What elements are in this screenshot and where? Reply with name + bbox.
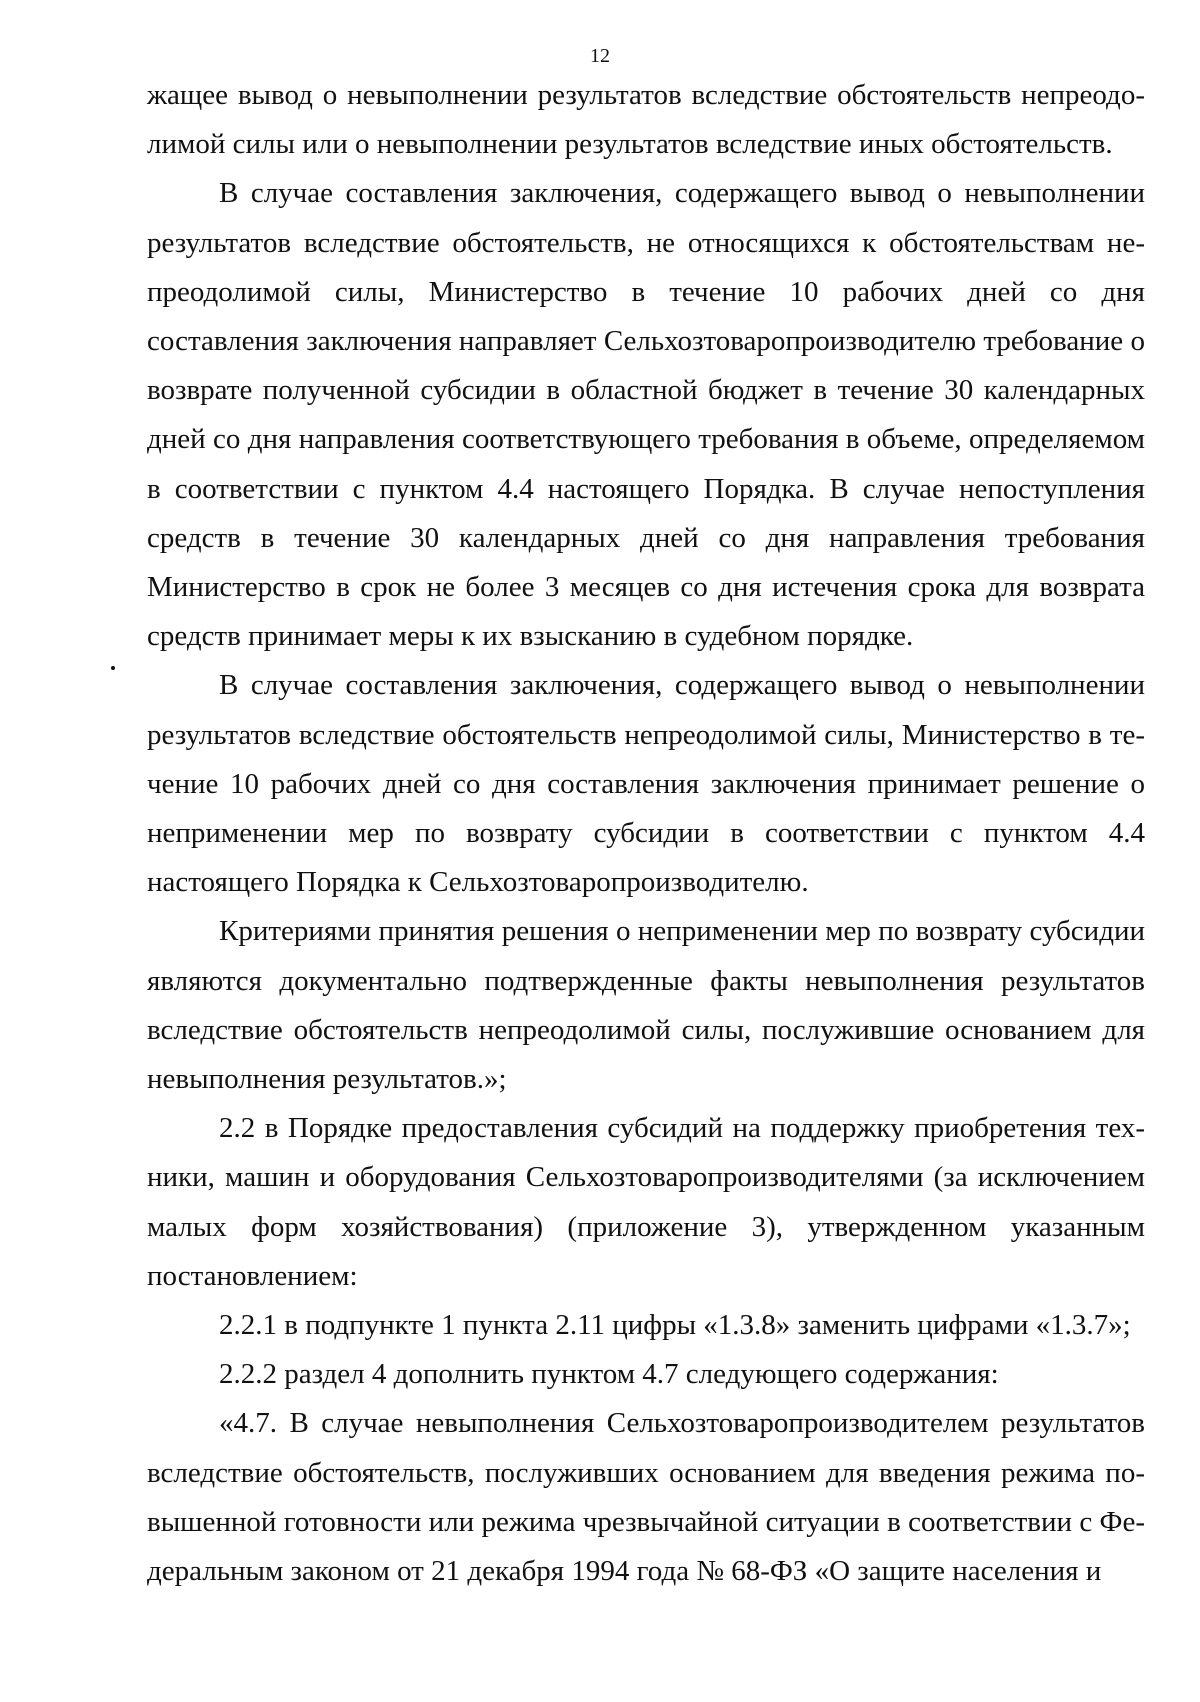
- document-body: [147, 71, 1145, 1596]
- paragraph-criteria: Критериями принятия решения о неприменении мер по возврату субсидии являются документально подтвержденные факты невыполнения результатов вследствие обстоятельств непреодолимой силы, послужившие основанием для невыполнения результатов.»;: [147, 915, 1145, 1096]
- paragraph-item-2-2-2: 2.2.2 раздел 4 дополнить пунктом 4.7 следующего содержания:: [219, 1358, 999, 1391]
- paragraph-item-4-7: «4.7. В случае невыполнения Сельхозтоваропроизводителем результатов вследствие обстоятельств, послуживших основанием для введения режима повышенной готовности или режима чрезвычайной ситуации в соответствии с Федеральным законом от 21 декабря 1994 года № 68-ФЗ «О защите населения и: [147, 1407, 1145, 1588]
- paragraph-force-majeure-decision: В случае составления заключения, содержащего вывод о невыполнении результатов вследствие обстоятельств непреодолимой силы, Министерство в течение 10 рабочих дней со дня составления заключения принимает решение о неприменении мер по возврату субсидии в соответствии с пунктом 4.4 настоящего Порядка к Сельхозтоваропроизводителю.: [147, 669, 1145, 899]
- paragraph-continuation: жащее вывод о невыполнении результатов вследствие обстоятельств непреодолимой силы или о невыполнении результатов вследствие иных обстоятельств.: [147, 79, 1145, 161]
- paragraph-item-2-2-1: 2.2.1 в подпункте 1 пункта 2.11 цифры «1.3.8» заменить цифрами «1.3.7»;: [219, 1309, 1131, 1342]
- paragraph-item-2-2: 2.2 в Порядке предоставления субсидий на поддержку приобретения техники, машин и оборудования Сельхозтоваропроизводителями (за исключением малых форм хозяйствования) (приложение 3), утвержденном указанным постановлением:: [147, 1112, 1145, 1292]
- page-number: 12: [590, 45, 610, 67]
- scan-speck: [111, 666, 115, 670]
- paragraph-claim-return: В случае составления заключения, содержащего вывод о невыполнении результатов вследствие обстоятельств, не относящихся к обстоятельствам непреодолимой силы, Министерство в течение 10 рабочих дней со дня составления заключения направляет Сельхозтоваропроизводителю требование о возврате полученной субсидии в областной бюджет в течение 30 календарных дней со дня направления соответствующего требования в объеме, определяемом в соответствии с пунктом 4.4 настоящего Порядка. В случае непоступления средств в течение 30 календарных дней со дня направления требования Министерство в срок не более 3 месяцев со дня истечения срока для возврата средств принимает меры к их взысканию в судебном порядке.: [147, 177, 1145, 653]
